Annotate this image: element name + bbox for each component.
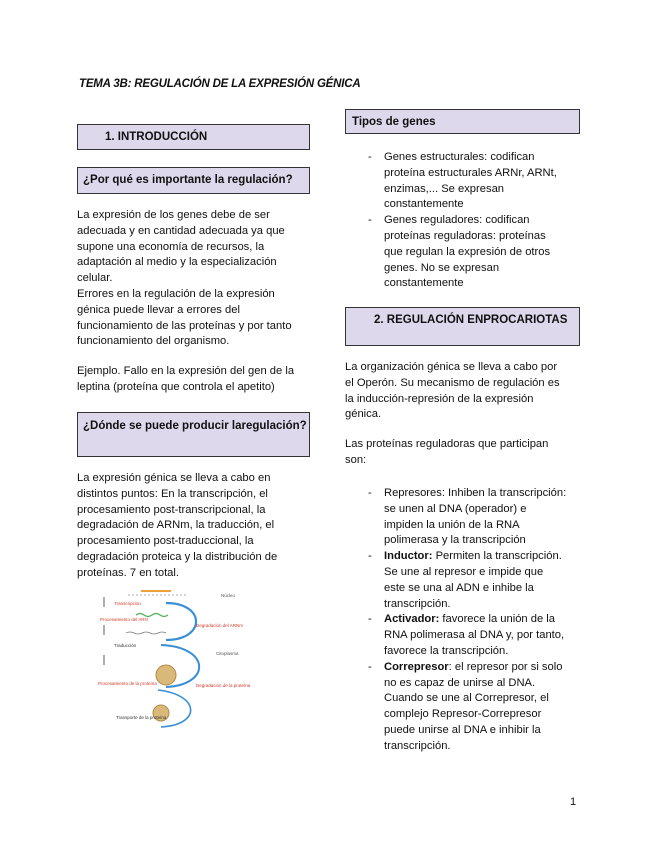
text-line: Las proteínas reguladoras que participan <box>345 438 549 450</box>
text-line: La expresión génica se lleva a cabo en <box>77 472 271 484</box>
label-degradacion-proteina: Degradación de la proteína <box>196 683 251 688</box>
text-line: la inducción-represión de la expresión <box>345 392 534 405</box>
list-item: - Represores: Inhiben la transcripción: se unen al DNA (operador) e impiden la unión de la RNA polimerasa y la transcripción <box>368 486 593 549</box>
text-line: proteínas. 7 en total. <box>77 566 179 579</box>
heading-line: regulación? <box>241 420 307 432</box>
page-number: 1 <box>570 796 577 808</box>
list-item: - Correpresor: el represor por si solo no es capaz de unirse al DNA. Cuando se une al Correpresor, el complejo Represor-Correpresor puede unirse al DNA e inhibir la transcripción. <box>368 660 593 755</box>
label-citoplasma: Citoplasma <box>216 651 239 656</box>
text-line: funcionamiento del organismo. <box>77 335 230 348</box>
heading-line: 2. REGULACIÓN EN <box>374 314 484 326</box>
list-item: - Genes reguladores: codifican proteínas reguladoras: proteínas que regulan la expresión de otros genes. No se expresan constantemente <box>368 213 588 292</box>
text-line: adecuada y en cantidad adecuada ya que <box>77 224 285 237</box>
text-line: adaptación al medio y la especialización <box>77 256 277 269</box>
heading-line: PROCARIOTAS <box>483 314 568 326</box>
text-line: La expresión de los genes debe de ser <box>77 209 270 221</box>
label-procesamiento-arn: Procesamiento del ARN <box>100 617 148 622</box>
gene-types-list <box>368 150 588 292</box>
text-line: distintos puntos: En la transcripción, el <box>77 487 268 500</box>
text-line: Errores en la regulación de la expresión <box>77 287 275 300</box>
text-line: Ejemplo. Fallo en la expresión del gen de la <box>77 365 295 377</box>
list-item: - Activador: favorece la unión de la RNA polimerasa al DNA y, por tanto, favorece la transcripción. <box>368 612 593 659</box>
paragraph-points <box>77 471 322 582</box>
text-line: supone una economía de recursos, la <box>77 240 265 253</box>
label-degradacion-arnm: Degradación del ARNm <box>196 623 244 628</box>
paragraph-example <box>77 364 322 396</box>
nuclear-membrane-arc <box>166 603 196 640</box>
paragraph-operon <box>345 360 590 423</box>
list-item: - Genes estructurales: codifican proteína estructurales ARNr, ARNt, enzimas,... Se expresan constantemente <box>368 150 588 213</box>
protein-blob <box>156 665 176 685</box>
text-line: degradación proteica y la distribución de <box>77 550 278 563</box>
subheading-where <box>77 412 310 457</box>
text-line: procesamiento post-transcripcional, la <box>77 503 266 516</box>
heading-tipos-de-genes: Tipos de genes <box>345 109 580 134</box>
label-transcripcion: Transcripción <box>114 601 141 606</box>
text-line: celular. <box>77 272 113 285</box>
mrna-strand <box>126 632 166 634</box>
text-line: el Operón. Su mecanismo de regulación es <box>345 376 560 389</box>
gene-expression-diagram <box>96 585 256 740</box>
text-line: La organización génica se lleva a cabo por <box>345 361 558 373</box>
paragraph-importance <box>77 208 322 350</box>
label-nucleo: Núcleo <box>221 593 236 598</box>
text-line: son: <box>345 453 367 466</box>
text-line: procesamiento post-traduccional, la <box>77 535 254 548</box>
text-line: funcionamiento de las proteínas y por tanto <box>77 319 292 332</box>
text-line: génica puede llevar a errores del <box>77 303 240 316</box>
label-procesamiento-proteina: Procesamiento de la proteína <box>98 681 157 686</box>
section-heading-procariotas <box>345 307 580 346</box>
text-line: leptina (proteína que controla el apetito) <box>77 380 275 393</box>
paragraph-proteins-intro <box>345 437 590 469</box>
regulatory-proteins-list <box>368 486 593 755</box>
section-heading-introduccion: 1. INTRODUCCIÓN <box>77 124 310 150</box>
subheading-importance: ¿Por qué es importante la regulación? <box>77 167 310 194</box>
document-title: TEMA 3B: REGULACIÓN DE LA EXPRESIÓN GÉNICA <box>79 78 361 90</box>
list-item: - Inductor: Permiten la transcripción. Se une al represor e impide que este se una al ADN e inhibe la transcripción. <box>368 549 593 612</box>
heading-line: ¿Dónde se puede producir la <box>83 420 242 432</box>
text-line: degradación de ARNm, la traducción, el <box>77 519 275 532</box>
label-transporte-proteina: Transporte de la proteína <box>116 715 167 720</box>
text-line: génica. <box>345 408 382 421</box>
label-traduccion: Traducción <box>114 643 137 648</box>
